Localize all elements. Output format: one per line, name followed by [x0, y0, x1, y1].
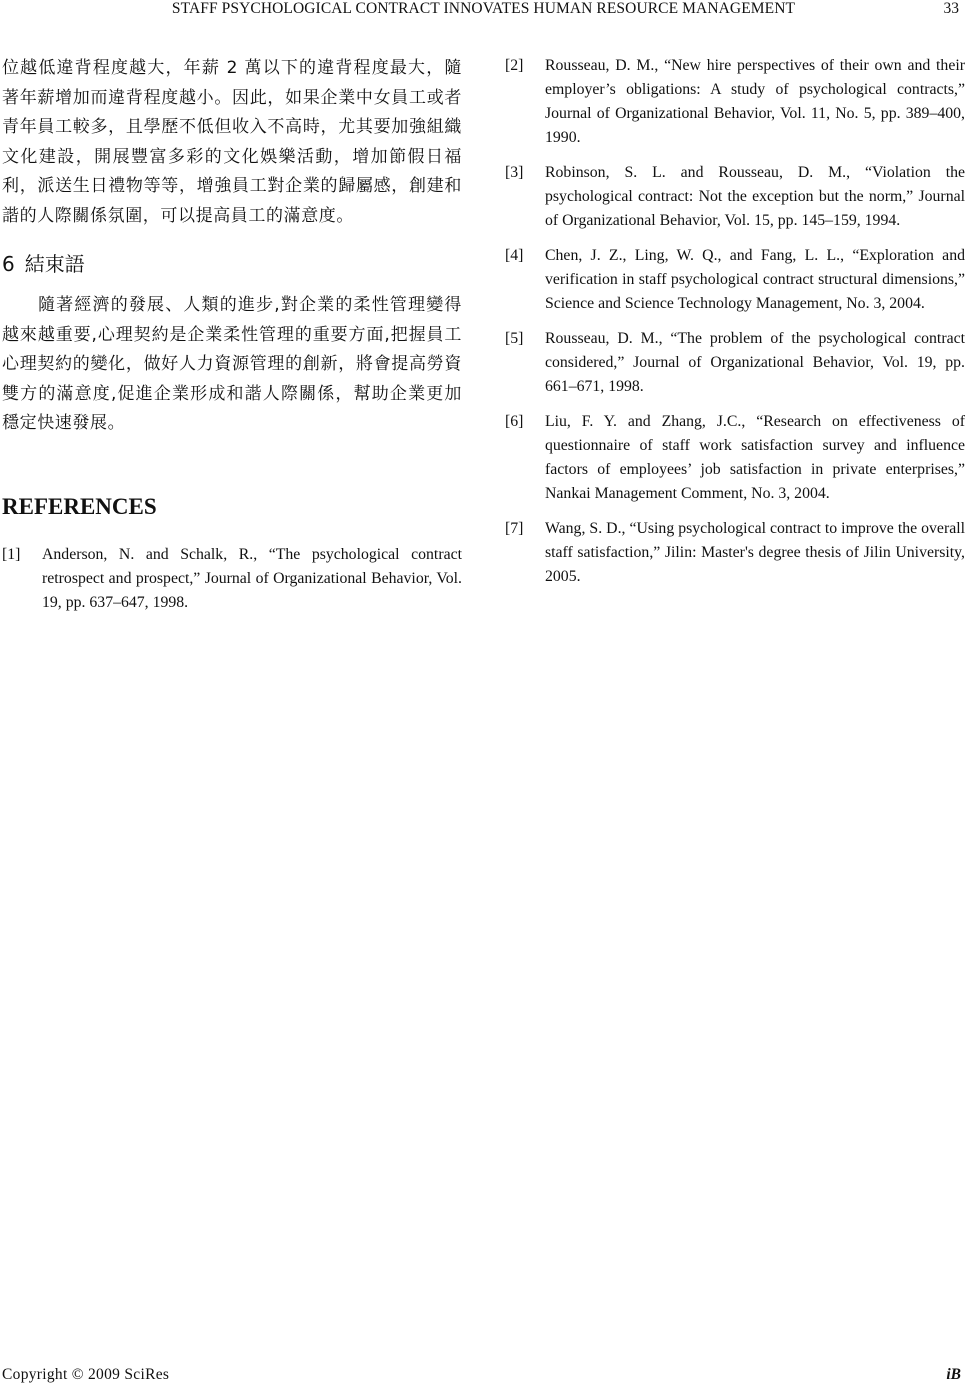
reference-text: Robinson, S. L. and Rousseau, D. M., “Violation the psychological contract: Not the exception but the norm,” Journal of Organizational Behavior, Vol. 15, pp. 145–159, 1994.: [545, 164, 965, 229]
running-title: STAFF PSYCHOLOGICAL CONTRACT INNOVATES HUMAN RESOURCE MANAGEMENT: [171, 0, 796, 17]
page-header: [0, 0, 967, 22]
reference-text: Liu, F. Y. and Zhang, J.C., “Research on effectiveness of questionnaire of staff work satisfaction survey and influence factors of employees’ job satisfaction in private enterprises,” Nankai Management Comment, No. 3, 2004.: [545, 413, 965, 502]
reference-item: [505, 244, 965, 316]
intro-paragraph: 位越低違背程度越大，年薪 2 萬以下的違背程度最大，隨著年薪增加而違背程度越小。因此，如果企業中女員工或者青年員工較多，且學歷不低但收入不高時，尤其要加強組織文化建設，開展豐富多彩的文化娛樂活動，增加節假日福利，派送生日禮物等等，增強員工對企業的歸屬感，創建和諧的人際關係氛圍，可以提高員工的滿意度。: [2, 58, 462, 226]
reference-text: Anderson, N. and Schalk, R., “The psychological contract retrospect and prospect,” Journal of Organizational Behavior, Vol. 19, pp. 637–647, 1998.: [42, 545, 462, 611]
page-number: 33: [943, 0, 959, 17]
reference-item: [505, 54, 965, 150]
reference-text: Chen, J. Z., Ling, W. Q., and Fang, L. L., “Exploration and verification in staff psychological contract structural dimensions,” Science and Science Technology Management, No. 3, 2004.: [545, 247, 965, 312]
reference-number: [6]: [505, 413, 524, 430]
section-title: 結束語: [24, 252, 85, 276]
journal-mark: iB: [946, 1366, 961, 1383]
reference-item: [505, 161, 965, 233]
reference-text: Rousseau, D. M., “The problem of the psychological contract considered,” Journal of Organizational Behavior, Vol. 19, pp. 661–671, 1998.: [545, 330, 965, 395]
copyright-notice: Copyright © 2009 SciRes: [2, 1366, 170, 1383]
reference-number: [7]: [505, 520, 524, 537]
reference-text: Wang, S. D., “Using psychological contract to improve the overall staff satisfaction,” Jilin: Master's degree thesis of Jilin University, 2005.: [545, 520, 965, 585]
conclusion-paragraph: 隨著經濟的發展、人類的進步,對企業的柔性管理變得越來越重要,心理契約是企業柔性管理的重要方面,把握員工心理契約的變化，做好人力資源管理的創新，將會提高勞資雙方的滿意度,促進企業形成和諧人際關係，幫助企業更加穩定快速發展。: [2, 295, 462, 433]
reference-number: [1]: [2, 545, 21, 563]
reference-item: [505, 410, 965, 506]
reference-number: [3]: [505, 164, 524, 181]
section-heading: [2, 251, 462, 277]
reference-item: [505, 517, 965, 589]
reference-number: [5]: [505, 330, 524, 347]
reference-number: [4]: [505, 247, 524, 264]
reference-item: [505, 327, 965, 399]
reference-text: Rousseau, D. M., “New hire perspectives of their own and their employer’s obligations: A study of psychological contracts,” Journal of Organizational Behavior, Vol. 11, No. 5, pp. 389–400, 1990.: [545, 57, 965, 146]
references-heading: REFERENCES: [2, 493, 157, 519]
right-column: [505, 54, 965, 600]
reference-item: [2, 543, 462, 615]
left-column: [2, 54, 462, 626]
reference-number: [2]: [505, 57, 524, 74]
page-footer: [0, 1366, 967, 1387]
section-number: 6: [2, 252, 15, 276]
